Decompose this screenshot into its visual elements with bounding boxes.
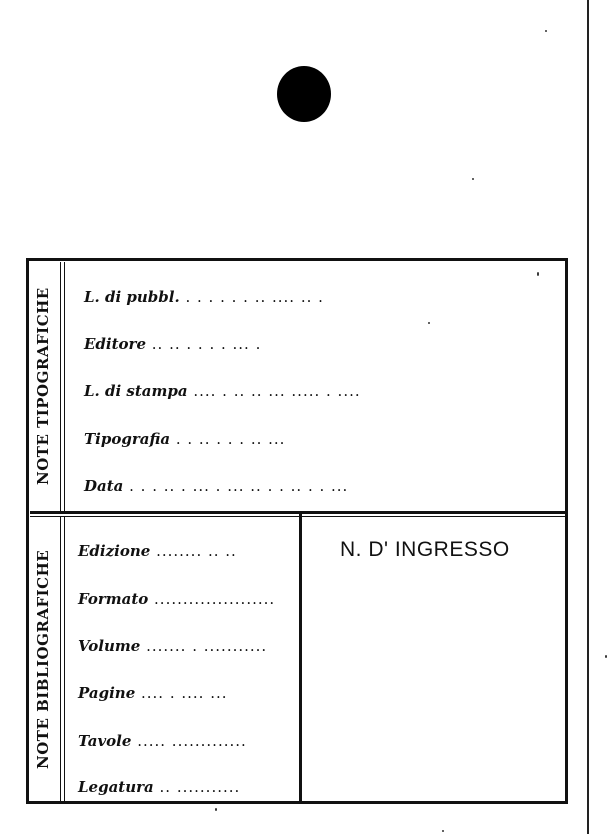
- heading-rule-bottom-left: [60, 517, 61, 802]
- field-label: L. di pubbl.: [84, 288, 180, 306]
- paper-speck: [215, 808, 217, 811]
- field-data: [84, 477, 348, 495]
- field-label: Tavole: [78, 732, 132, 750]
- field-legatura: [78, 778, 240, 796]
- heading-note-bibliografiche: NOTE BIBLIOGRAFICHE: [34, 549, 52, 769]
- field-tipografia: [84, 430, 285, 448]
- field-dots: .....................: [148, 590, 276, 608]
- ingresso-divider: [299, 514, 302, 802]
- field-label: L. di stampa: [84, 382, 188, 400]
- punch-hole: [277, 66, 331, 122]
- paper-speck: [537, 272, 539, 276]
- field-formato: [78, 590, 275, 608]
- section-divider-thin: [30, 516, 566, 517]
- heading-rule-top-left: [60, 262, 61, 511]
- field-label: Formato: [78, 590, 149, 608]
- field-edizione: [78, 542, 237, 560]
- field-label: Legatura: [78, 778, 154, 796]
- field-label: Edizione: [78, 542, 151, 560]
- field-dots: . . . . . . .. .... .. .: [179, 288, 324, 306]
- paper-speck: [545, 30, 547, 32]
- field-label: Volume: [78, 637, 141, 655]
- field-editore: [84, 335, 261, 353]
- heading-rule-bottom-right: [64, 517, 65, 802]
- paper-speck: [442, 830, 444, 832]
- paper-speck: [605, 655, 607, 658]
- field-label: Pagine: [78, 684, 136, 702]
- paper-speck: [428, 322, 430, 324]
- field-dots: . . .. . . . .. ...: [170, 430, 286, 448]
- field-volume: [78, 637, 267, 655]
- field-dots: .... . .. .. ... ..... . ....: [187, 382, 361, 400]
- field-tavole: [78, 732, 247, 750]
- field-dots: . . . .. . ... . ... .. . . .. . . ...: [123, 477, 349, 495]
- field-pagine: [78, 684, 228, 702]
- field-luogo-pubblicazione: [84, 288, 324, 306]
- field-label: Data: [84, 477, 124, 495]
- field-dots: ....... . ...........: [140, 637, 268, 655]
- field-dots: ........ .. ..: [150, 542, 237, 560]
- section-divider: [30, 511, 566, 514]
- field-label: Editore: [84, 335, 146, 353]
- heading-rule-top-right: [64, 262, 65, 511]
- field-label: Tipografia: [84, 430, 171, 448]
- numero-ingresso-label: N. D' INGRESSO: [340, 538, 510, 561]
- field-dots: .... . .... ...: [135, 684, 228, 702]
- field-dots: .. ...........: [153, 778, 241, 796]
- field-luogo-stampa: [84, 382, 361, 400]
- field-dots: .. .. . . . . ... .: [146, 335, 262, 353]
- heading-note-tipografiche: NOTE TIPOGRAFICHE: [34, 287, 52, 485]
- page-edge-line: [587, 0, 589, 834]
- field-dots: ..... .............: [131, 732, 247, 750]
- paper-speck: [472, 178, 474, 180]
